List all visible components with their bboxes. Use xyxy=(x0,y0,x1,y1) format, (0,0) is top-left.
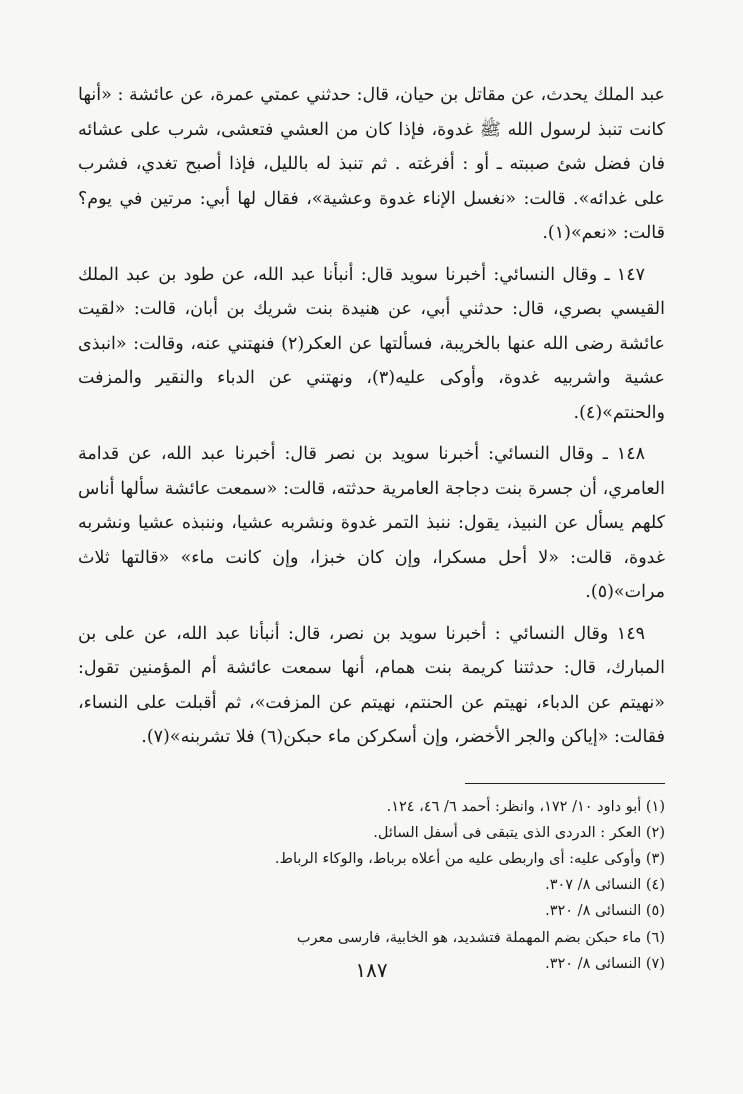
paragraph-149: ١٤٩ وقال النسائي : أخبرنا سويد بن نصر، قال: أنبأنا عبد الله، عن على بن المبارك، قال: حدثتنا كريمة بنت همام، أنها سمعت عائشة أم المؤمنين تقول: «نهيتم عن الدباء، نهيتم عن الحنتم، نهيتم عن المزفت»، ثم أقبلت على النساء، فقالت: «إياكن والجر الأخضر، وإن أسكركن ماء حبكن(٦) فلا تشربنه»(٧). xyxy=(78,623,665,747)
footnote-2: (٢) العكر : الدردى الذى يتبقى فى أسفل السائل. xyxy=(373,824,665,841)
footnote-7: (٧) النسائى ٨/ ٣٢٠. xyxy=(545,955,665,972)
page-number: ١٨٧ xyxy=(355,958,388,982)
footnote-6: (٦) ماء حبكن بضم المهملة فتشديد، هو الخابية، فارسى معرب xyxy=(296,929,665,946)
footnote-divider xyxy=(465,783,665,784)
footnote-5: (٥) النسائى ٨/ ٣٢٠. xyxy=(545,903,665,920)
main-text xyxy=(78,78,665,755)
paragraph-continuation: عبد الملك يحدث، عن مقاتل بن حيان، قال: حدثني عمتي عمرة، عن عائشة : «أنها كانت تنبذ لرسول الله ﷺ غدوة، فإذا كان من العشي فتعشى، شرب على عشائه فان فضل شئ صببته ـ أو : أفرغته . ثم تنبذ له بالليل، فإذا أصبح تغدي، فشرب على غدائه». قالت: «نغسل الإناء غدوة وعشية»، فقال لها أبي: مرتين في يوم؟ قالت: «نعم»(١). xyxy=(78,85,665,243)
footnotes xyxy=(78,794,665,977)
paragraph-147: ١٤٧ ـ وقال النسائي: أخبرنا سويد قال: أنبأنا عبد الله، عن طود بن عبد الملك القيسي بصري، قال: حدثني أبي، عن هنيدة بنت شريك بن أبان، قالت: «لقيت عائشة رضى الله عنها بالخريبة، فسألتها عن العكر(٢) فنهتني عنه، وقالت: «انبذى عشية واشربيه غدوة، وأوكى عليه(٣)، ونهتني عن الدباء والنقير والمزفت والحنتم»(٤). xyxy=(78,264,665,423)
footnote-1: (١) أبو داود ١٠/ ١٧٢، وانظر: أحمد ٦/ ٤٦، ١٢٤. xyxy=(386,798,665,815)
footnote-4: (٤) النسائى ٨/ ٣٠٧. xyxy=(545,877,665,894)
footnote-3: (٣) وأوكى عليه: أى واربطى عليه من أعلاه برباط، والوكاء الرباط. xyxy=(274,850,665,867)
paragraph-148: ١٤٨ ـ وقال النسائي: أخبرنا سويد بن نصر قال: أخبرنا عبد الله، عن قدامة العامري، أن جسرة بنت دجاجة العامرية حدثته، قالت: «سمعت عائشة سألها أناس كلهم يسأل عن النبيذ، يقول: ننبذ التمر غدوة ونشربه عشيا، وننبذه عشيا ونشربه غدوة، قالت: «لا أحل مسكرا، وإن كان خبزا، وإن كانت ماء» «قالتها ثلاث مرات»(٥). xyxy=(78,444,665,602)
